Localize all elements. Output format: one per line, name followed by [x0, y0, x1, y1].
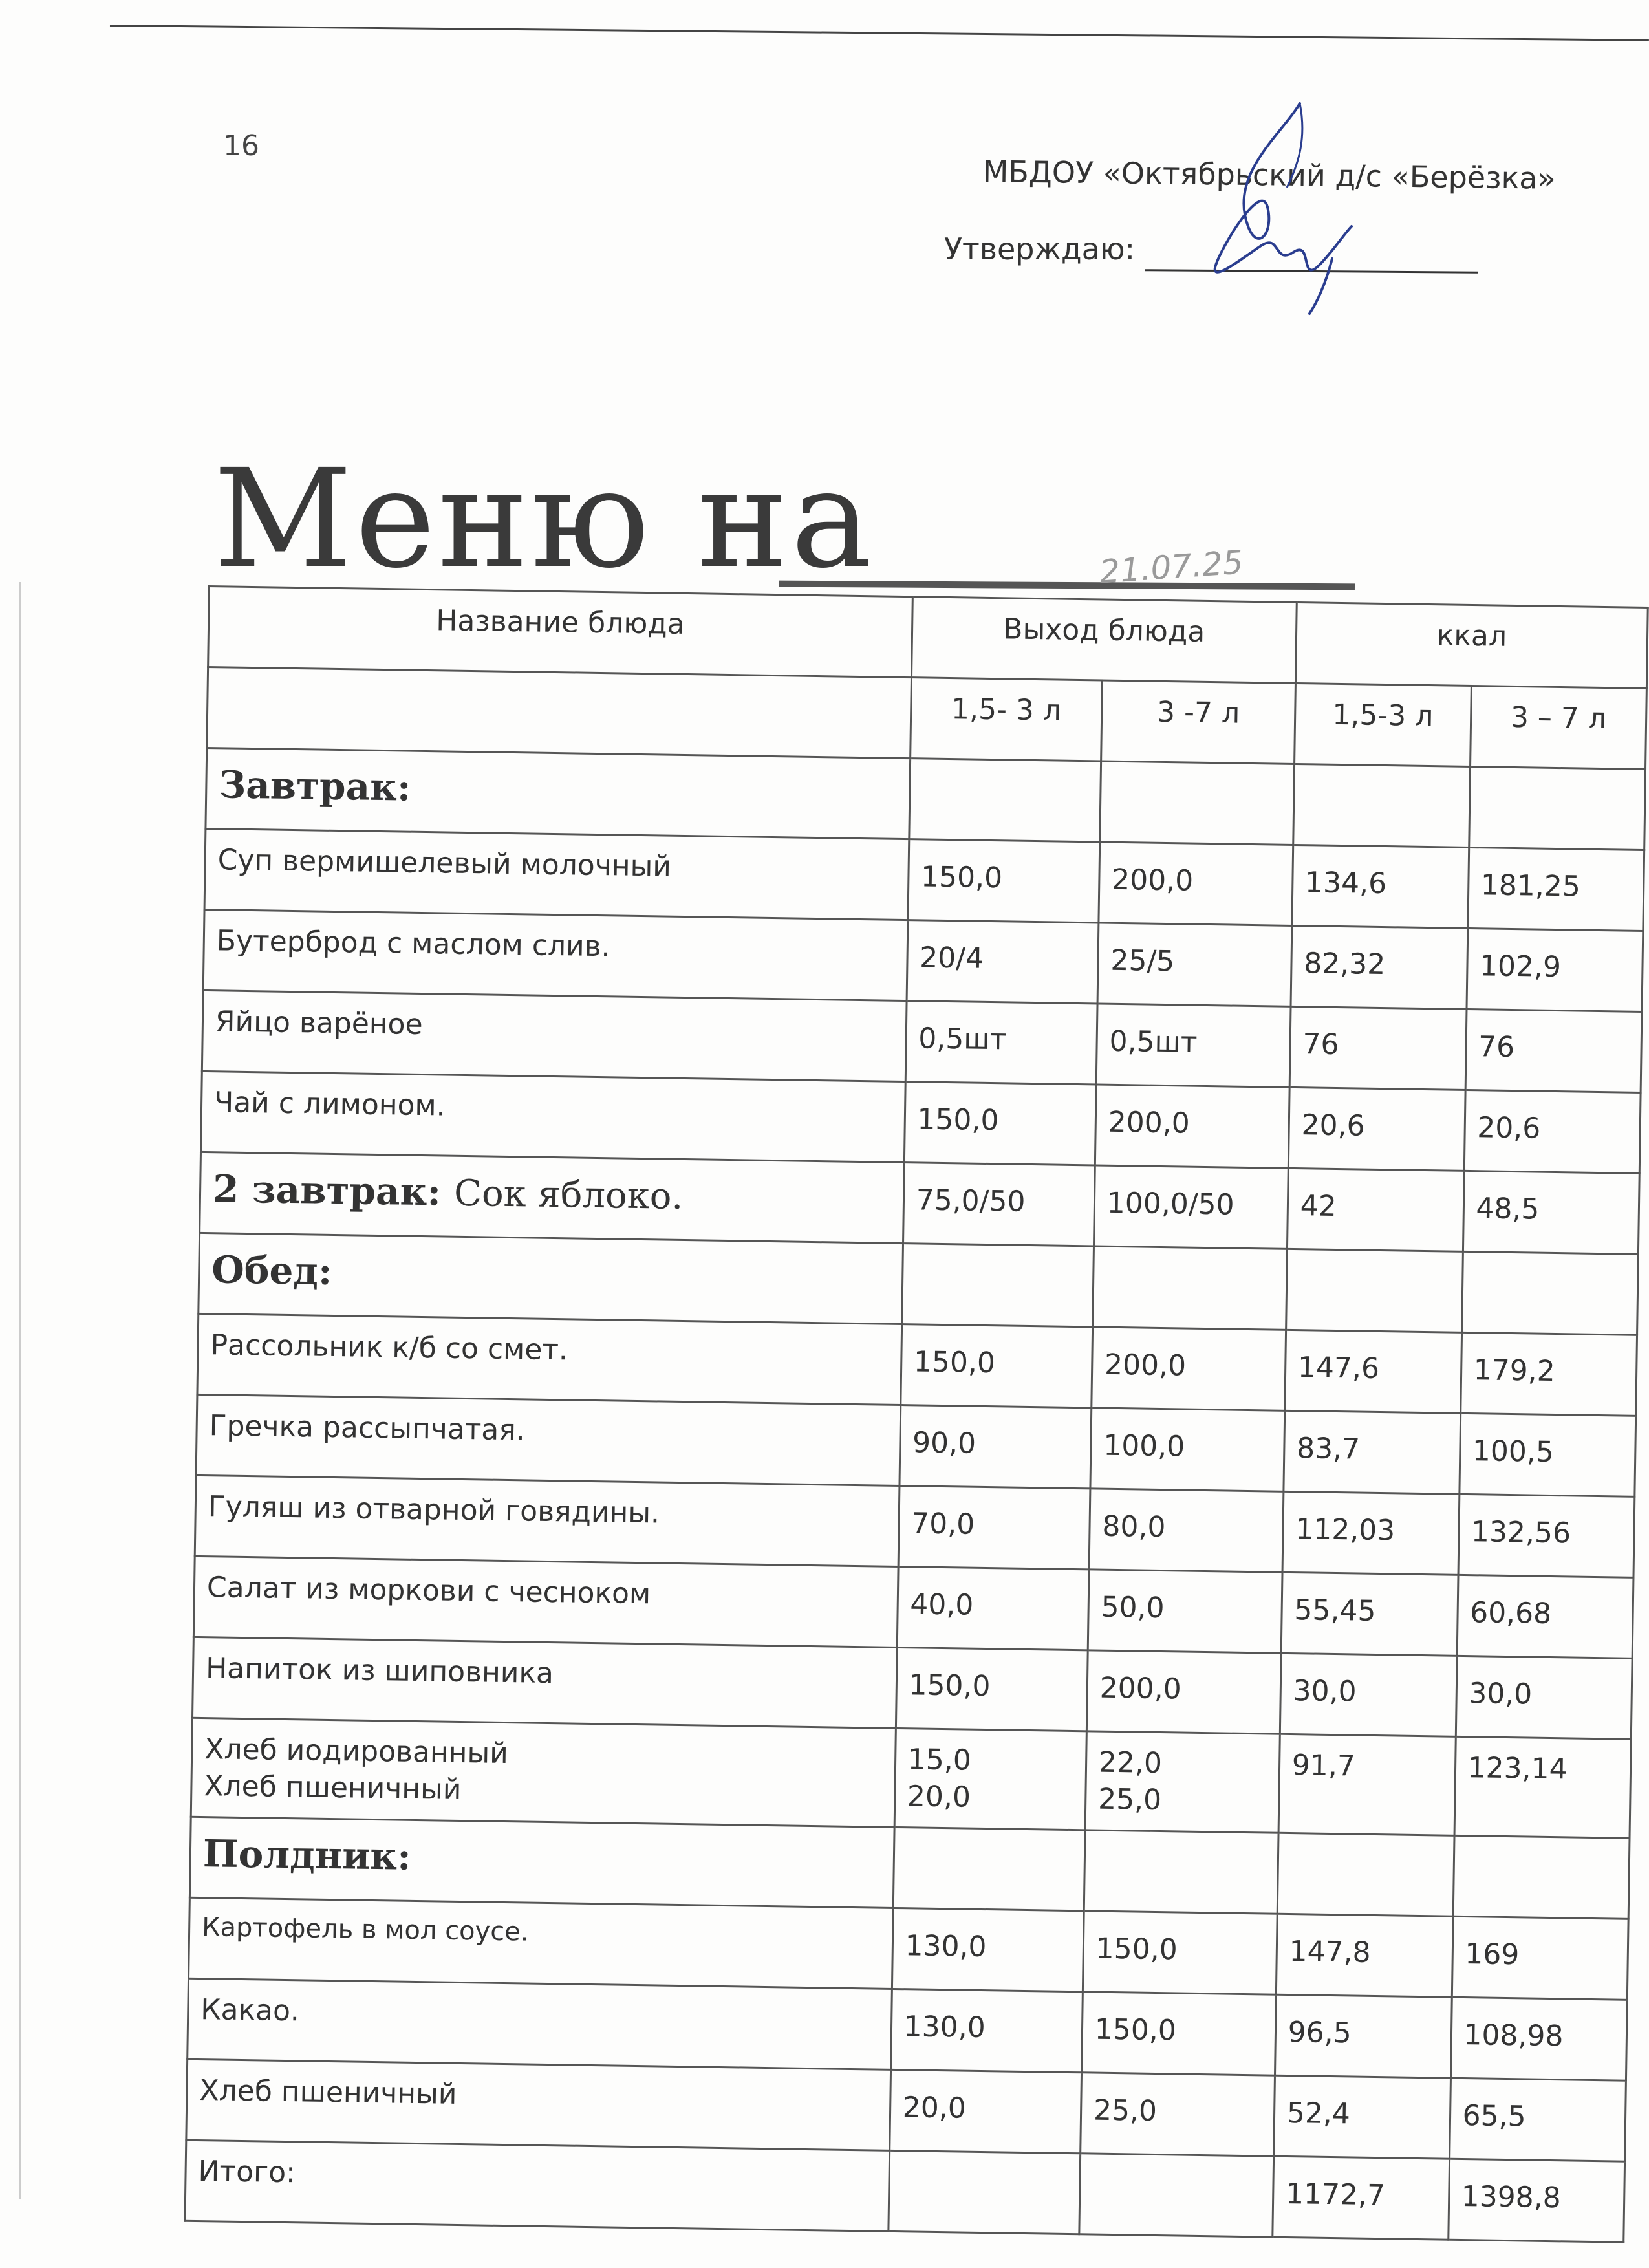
page-number: 16: [223, 129, 259, 162]
kcal-age-1: 82,32: [1291, 925, 1468, 1009]
dish-name: Какао.: [188, 1979, 892, 2070]
dish-name: Картофель в мол соусе.: [189, 1898, 893, 1989]
yield-age-2: 25,0: [1081, 2073, 1275, 2156]
yield-age-2: 0,5шт: [1096, 1004, 1291, 1087]
kcal-age-1: 91,7: [1278, 1734, 1456, 1835]
yield-age-2: [1079, 2154, 1274, 2237]
dish-name: Рассольник к/б со смет.: [197, 1313, 901, 1405]
kcal-age-2: 123,14: [1454, 1736, 1632, 1838]
dish-name: Хлеб пшеничный: [186, 2060, 890, 2151]
dish-name: Чай с лимоном.: [200, 1071, 905, 1162]
yield-age-1: 0,5шт: [905, 1001, 1097, 1085]
yield-age-1: 150,0: [904, 1082, 1096, 1165]
kcal-age-1: 83,7: [1284, 1410, 1461, 1494]
kcal-age-1: 20,6: [1288, 1087, 1465, 1171]
dish-name: Гуляш из отварной говядины.: [195, 1475, 899, 1566]
kcal-age-1: 30,0: [1280, 1653, 1457, 1736]
section-title: Обед:: [199, 1233, 903, 1324]
kcal-age-2: 132,56: [1458, 1494, 1635, 1577]
dish-name: Хлеб пшеничный: [204, 1769, 462, 1807]
yield-age-2: 22,0: [1098, 1745, 1163, 1780]
kcal-age-2: 76: [1465, 1009, 1642, 1092]
kcal-age-1: 96,5: [1275, 1995, 1452, 2079]
dish-name: Сок яблоко.: [453, 1172, 684, 1218]
dish-name: Яйцо варёное: [202, 990, 906, 1081]
total-label: Итого:: [185, 2141, 889, 2232]
yield-age-1: 15,0: [907, 1743, 972, 1777]
yield-age-2: 25/5: [1097, 923, 1292, 1006]
top-border-line: [110, 25, 1649, 41]
yield-age-1-pair: [894, 1728, 1086, 1830]
header-empty-cell: [207, 667, 911, 759]
kcal-age-2: 20,6: [1464, 1090, 1641, 1173]
yield-age-1: 20,0: [907, 1780, 971, 1814]
yield-age-1: 70,0: [898, 1486, 1090, 1570]
kcal-age-2: 108,98: [1450, 1998, 1627, 2081]
yield-age-1: 150,0: [908, 839, 1100, 923]
kcal-age-1: 147,8: [1276, 1914, 1453, 1998]
menu-title: Меню на: [213, 440, 875, 598]
section-title: Полдник:: [189, 1817, 894, 1908]
kcal-age-1: 147,6: [1285, 1330, 1462, 1413]
left-scan-edge: [19, 582, 21, 2199]
header-kcal-age-1: 1,5-3 л: [1294, 683, 1471, 766]
yield-age-1: 20,0: [889, 2070, 1081, 2154]
approve-label: Утверждаю:: [944, 232, 1136, 266]
yield-age-1: 130,0: [890, 1989, 1083, 2073]
section-title-bold: 2 завтрак:: [212, 1167, 442, 1215]
kcal-age-1: 134,6: [1292, 845, 1469, 928]
yield-age-1: [889, 2151, 1081, 2234]
yield-age-2: 200,0: [1086, 1650, 1281, 1734]
yield-age-1: 40,0: [897, 1566, 1089, 1650]
kcal-age-2: 169: [1452, 1917, 1628, 2000]
dish-name-pair: [191, 1718, 896, 1827]
kcal-age-1: 42: [1287, 1168, 1464, 1251]
yield-age-2: 25,0: [1097, 1782, 1162, 1817]
kcal-age-2: 30,0: [1456, 1656, 1632, 1739]
total-kcal-age-2: 1398,8: [1448, 2159, 1624, 2243]
yield-age-2: 200,0: [1099, 842, 1293, 925]
yield-age-1: 150,0: [900, 1324, 1092, 1408]
kcal-age-2: 102,9: [1467, 928, 1643, 1011]
section-title: Завтрак:: [206, 748, 910, 839]
yield-age-2: 200,0: [1092, 1327, 1286, 1410]
header-kcal: ккал: [1295, 602, 1648, 688]
yield-age-1: 20/4: [907, 920, 1099, 1004]
dish-name: Салат из моркови с чесноком: [193, 1556, 898, 1647]
handwritten-signature: [1203, 97, 1371, 317]
dish-name: Напиток из шиповника: [193, 1637, 897, 1728]
organization-name: МБДОУ «Октябрьский д/с «Берёзка»: [982, 154, 1557, 196]
header-yield-age-2: 3 -7 л: [1101, 680, 1295, 764]
yield-age-2-pair: [1085, 1731, 1280, 1833]
kcal-age-2: 100,5: [1459, 1413, 1635, 1496]
yield-age-1: 75,0/50: [903, 1163, 1095, 1246]
total-kcal-age-1: 1172,7: [1273, 2157, 1450, 2240]
kcal-age-1: 76: [1289, 1006, 1467, 1090]
kcal-age-2: 181,25: [1467, 847, 1644, 931]
kcal-age-1: 52,4: [1273, 2076, 1450, 2159]
yield-age-1: 90,0: [900, 1405, 1092, 1489]
yield-age-2: 150,0: [1081, 1992, 1276, 2075]
kcal-age-2: 65,5: [1449, 2079, 1626, 2162]
menu-date: 21.07.25: [1098, 543, 1245, 591]
yield-age-2: 200,0: [1095, 1085, 1289, 1168]
dish-name: Бутерброд с маслом слив.: [203, 909, 907, 1000]
yield-age-1: 150,0: [896, 1647, 1088, 1731]
kcal-age-2: 60,68: [1457, 1575, 1633, 1658]
menu-table: [184, 585, 1648, 2243]
dish-name: Гречка рассыпчатая.: [196, 1394, 900, 1485]
yield-age-1: 130,0: [892, 1908, 1084, 1992]
section-title: [200, 1152, 904, 1243]
dish-name: Хлеб иодированный: [204, 1733, 509, 1771]
header-dish-name: Название блюда: [208, 587, 912, 678]
yield-age-2: 80,0: [1089, 1489, 1284, 1572]
header-kcal-age-2: 3 – 7 л: [1470, 686, 1646, 769]
kcal-age-1: 112,03: [1282, 1491, 1460, 1575]
yield-age-2: 50,0: [1088, 1570, 1282, 1653]
kcal-age-2: 48,5: [1463, 1171, 1639, 1254]
yield-age-2: 100,0/50: [1094, 1165, 1288, 1249]
header-yield-age-1: 1,5- 3 л: [910, 678, 1102, 761]
yield-age-2: 100,0: [1090, 1408, 1285, 1491]
kcal-age-2: 179,2: [1460, 1332, 1637, 1416]
header-yield: Выход блюда: [911, 597, 1297, 684]
yield-age-2: 150,0: [1083, 1911, 1277, 1994]
kcal-age-1: 55,45: [1281, 1572, 1458, 1656]
dish-name: Суп вермишелевый молочный: [204, 828, 909, 920]
